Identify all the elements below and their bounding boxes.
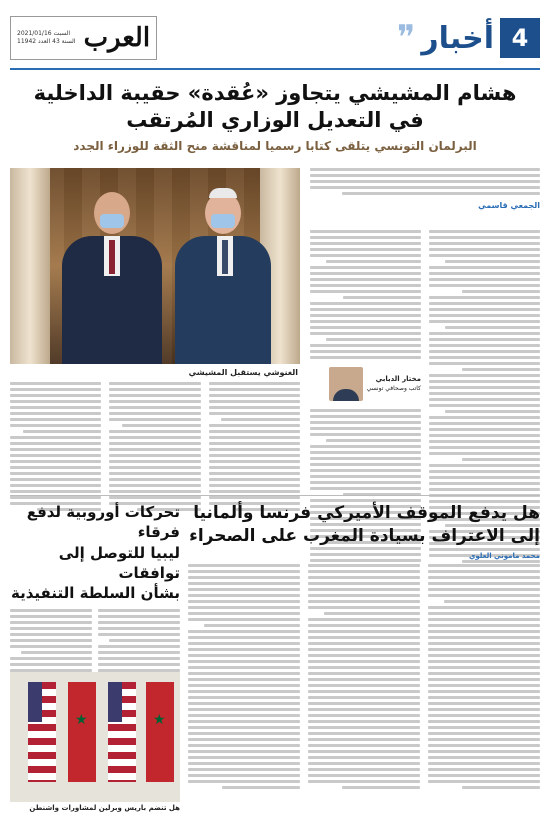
- body-column: [188, 564, 300, 789]
- side-headline-line1: تحركات أوروبية لدفع فرقاء: [26, 503, 180, 542]
- body-column: [428, 564, 540, 789]
- second-byline: محمد ماموني العلوي: [468, 551, 540, 560]
- brand-box: [10, 16, 157, 60]
- author-box: [310, 367, 421, 401]
- intro-column: [310, 168, 540, 214]
- author-name: مختار الدبابي: [375, 374, 421, 383]
- body-column: [308, 564, 420, 789]
- us-flag-icon: [108, 682, 136, 782]
- lead-subhead: البرلمان التونسي يتلقى كتابا رسميا لمناقشة منح الثقة للوزراء الجدد: [73, 138, 477, 153]
- second-body-columns: [188, 564, 540, 789]
- author-text: [367, 375, 421, 393]
- lead-article: [10, 168, 540, 490]
- lead-headline-line2: في التعديل الوزاري المُرتقب: [126, 108, 424, 133]
- side-headline-line3: بشأن السلطة التنفيذية: [11, 584, 180, 602]
- second-article: [188, 502, 540, 789]
- issue-date: 2021/01/16 السبت: [17, 29, 71, 37]
- section-title: أخبار: [421, 20, 494, 56]
- flags-caption: هل تنضم باريس وبرلين لمشاورات واشنطن: [29, 804, 180, 812]
- person-figure: [62, 192, 162, 364]
- masthead: [10, 8, 540, 70]
- body-column: [109, 382, 200, 511]
- side-headline: [10, 502, 180, 603]
- morocco-flag-icon: [68, 682, 96, 782]
- photo-caption: الغنوشي يستقبل المشيشي: [188, 368, 298, 377]
- byline: الجمعي قاسمي: [478, 201, 540, 210]
- author-title: كاتب وصحافي تونسي: [366, 384, 421, 392]
- second-headline-line2: إلى الاعتراف بسيادة المغرب على الصحراء: [189, 525, 540, 546]
- person-figure: [175, 192, 271, 364]
- body-column: [10, 382, 101, 511]
- author-photo: [329, 367, 363, 401]
- us-flag-icon: [28, 682, 56, 782]
- photo-lower-columns: [10, 382, 300, 511]
- issue-number: السنة 43 العدد 11942: [17, 38, 76, 45]
- quote-icon: ❞: [397, 18, 416, 58]
- issue-info: [17, 30, 76, 46]
- second-headline-line1: هل يدفع الموقف الأميركي فرنسا وألمانيا: [193, 503, 540, 523]
- body-column: [209, 382, 300, 511]
- lead-photo: [10, 168, 300, 364]
- second-headline: [188, 502, 540, 548]
- side-headline-line2: ليبيا للتوصل إلى توافقات: [58, 543, 180, 582]
- flags-photo: [10, 672, 180, 802]
- lead-headline-line1: هشام المشيشي يتجاوز «عُقدة» حقيبة الداخلية: [33, 81, 517, 105]
- morocco-flag-icon: [146, 682, 174, 782]
- bottom-articles: [10, 495, 540, 815]
- brand-logo: العرب: [83, 23, 151, 53]
- lead-headline: [10, 80, 540, 135]
- page-number: 4: [500, 18, 540, 58]
- section-header: [397, 18, 540, 58]
